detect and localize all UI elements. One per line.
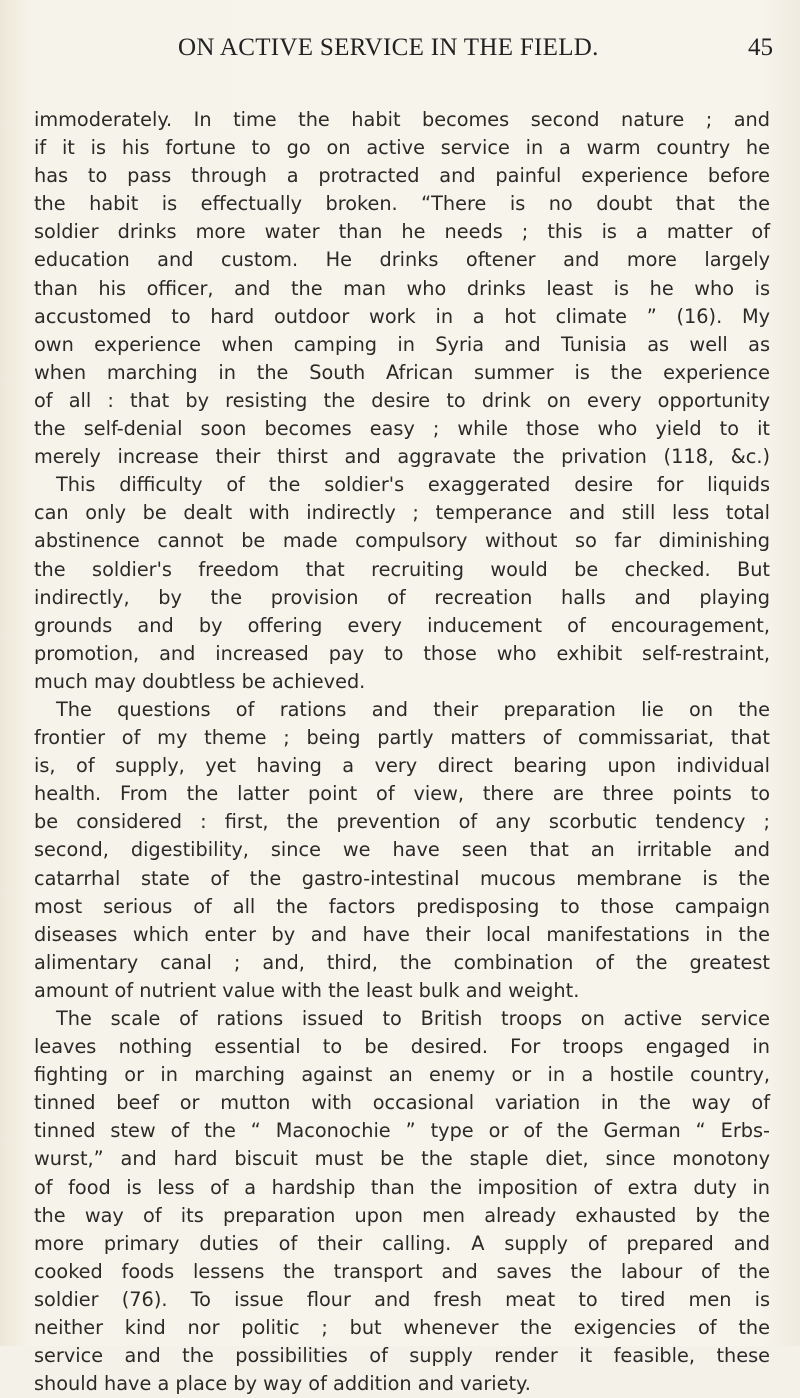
text-line: soldier (76). To issue flour and fresh meat to tired men is <box>34 1287 770 1311</box>
text-line: second, digestibility, since we have seen that an irritable and <box>34 838 770 862</box>
text-line: the habit is effectually broken. “There is no doubt that the <box>34 192 770 216</box>
text-line: immoderately. In time the habit becomes second nature ; and <box>34 108 770 131</box>
text-line: has to pass through a protracted and painful experience before <box>34 164 770 188</box>
text-line: service and the possibilities of supply render it feasible, these <box>34 1344 770 1368</box>
page-number: 45 <box>748 34 773 61</box>
text-line: tinned beef or mutton with occasional variation in the way of <box>34 1091 770 1115</box>
body-text <box>34 106 770 1398</box>
text-line: the self-denial soon becomes easy ; while those who yield to it <box>34 417 770 441</box>
text-line: than his officer, and the man who drinks least is he who is <box>34 276 770 300</box>
text-line: health. From the latter point of view, there are three points to <box>34 782 770 806</box>
text-line: The questions of rations and their preparation lie on the <box>56 697 770 721</box>
text-line: abstinence cannot be made compulsory without so far diminishing <box>34 529 770 553</box>
text-line: fighting or in marching against an enemy or in a hostile country, <box>34 1063 770 1087</box>
text-line: the soldier's freedom that recruiting would be checked. But <box>34 557 770 581</box>
text-line: indirectly, by the provision of recreation halls and playing <box>34 585 770 609</box>
text-line: own experience when camping in Syria and Tunisia as well as <box>34 332 770 356</box>
text-line: diseases which enter by and have their local manifestations in the <box>34 922 770 946</box>
text-line: promotion, and increased pay to those who exhibit self-restraint, <box>34 641 770 665</box>
text-line: when marching in the South African summer is the experience <box>34 360 770 384</box>
text-line: This difficulty of the soldier's exaggerated desire for liquids <box>56 473 770 497</box>
text-line: of food is less of a hardship than the imposition of extra duty in <box>34 1175 770 1199</box>
text-line: grounds and by offering every inducement of encouragement, <box>34 613 770 637</box>
text-line: most serious of all the factors predisposing to those campaign <box>34 894 770 918</box>
text-line: be considered : first, the prevention of any scorbutic tendency ; <box>34 810 770 834</box>
text-line: the way of its preparation upon men already exhausted by the <box>34 1203 770 1227</box>
text-line: The scale of rations issued to British troops on active service <box>56 1007 770 1030</box>
text-line: tinned stew of the “ Maconochie ” type or of the German “ Erbs- <box>34 1119 770 1143</box>
text-line: neither kind nor politic ; but whenever the exigencies of the <box>34 1316 770 1340</box>
text-line: if it is his fortune to go on active service in a warm country he <box>34 136 770 160</box>
running-head <box>0 34 800 68</box>
text-line: leaves nothing essential to be desired. For troops engaged in <box>34 1035 770 1059</box>
text-line: is, of supply, yet having a very direct bearing upon individual <box>34 754 770 778</box>
text-line: can only be dealt with indirectly ; temperance and still less total <box>34 501 770 525</box>
text-line: much may doubtless be achieved. <box>34 669 366 693</box>
text-line: frontier of my theme ; being partly matters of commissariat, that <box>34 726 770 750</box>
text-line: catarrhal state of the gastro-intestinal mucous membrane is the <box>34 866 770 890</box>
running-title: ON ACTIVE SERVICE IN THE FIELD. <box>178 34 599 61</box>
text-line: alimentary canal ; and, third, the combination of the greatest <box>34 950 770 974</box>
text-line: soldier drinks more water than he needs ; this is a matter of <box>34 220 770 244</box>
text-line: amount of nutrient value with the least bulk and weight. <box>34 978 580 1002</box>
text-line: cooked foods lessens the transport and saves the labour of the <box>34 1259 770 1283</box>
text-line: merely increase their thirst and aggravate the privation (118, &c.) <box>34 445 770 469</box>
text-line: accustomed to hard outdoor work in a hot climate ” (16). My <box>34 304 770 328</box>
text-line: education and custom. He drinks oftener and more largely <box>34 248 770 272</box>
text-line: wurst,” and hard biscuit must be the staple diet, since monotony <box>34 1147 770 1171</box>
text-line: of all : that by resisting the desire to drink on every opportunity <box>34 388 770 412</box>
text-line: should have a place by way of addition and variety. <box>34 1372 531 1396</box>
text-line: more primary duties of their calling. A supply of prepared and <box>34 1231 770 1255</box>
